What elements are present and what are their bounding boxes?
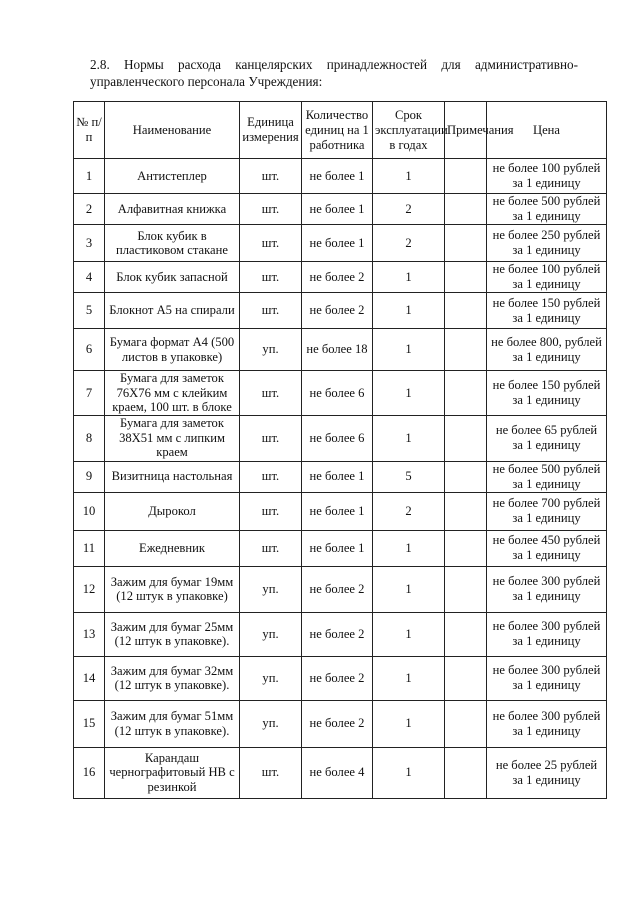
- cell-qty: не более 2: [302, 566, 373, 612]
- table-row: [74, 656, 607, 700]
- table-row: [74, 159, 607, 194]
- cell-name: Зажим для бумаг 32мм (12 штук в упаковке).: [105, 656, 240, 700]
- cell-note: [445, 492, 487, 530]
- cell-unit: шт.: [240, 262, 302, 293]
- cell-unit: шт.: [240, 415, 302, 461]
- cell-num: 8: [74, 415, 105, 461]
- cell-price: не более 500 рублей за 1 единицу: [487, 194, 607, 225]
- table-row: [74, 530, 607, 566]
- cell-term: 1: [373, 329, 445, 371]
- cell-name: Зажим для бумаг 25мм (12 штук в упаковке).: [105, 612, 240, 656]
- cell-name: Антистеплер: [105, 159, 240, 194]
- cell-unit: шт.: [240, 371, 302, 416]
- cell-qty: не более 2: [302, 700, 373, 747]
- cell-num: 16: [74, 747, 105, 798]
- cell-name: Карандаш чернографитовый НВ с резинкой: [105, 747, 240, 798]
- cell-unit: шт.: [240, 225, 302, 262]
- cell-name: Визитница настольная: [105, 461, 240, 492]
- cell-name: Алфавитная книжка: [105, 194, 240, 225]
- cell-note: [445, 700, 487, 747]
- cell-term: 2: [373, 492, 445, 530]
- cell-term: 1: [373, 700, 445, 747]
- heading-line-1: 2.8. Нормы расхода канцелярских принадлежностей для административно-: [90, 57, 578, 72]
- header-unit: Единица измерения: [240, 102, 302, 159]
- cell-unit: уп.: [240, 329, 302, 371]
- cell-term: 1: [373, 159, 445, 194]
- cell-price: не более 100 рублей за 1 единицу: [487, 159, 607, 194]
- cell-unit: уп.: [240, 566, 302, 612]
- cell-note: [445, 159, 487, 194]
- table-row: [74, 415, 607, 461]
- cell-note: [445, 371, 487, 416]
- cell-unit: шт.: [240, 293, 302, 329]
- header-note: Примечания: [445, 102, 487, 159]
- cell-price: не более 300 рублей за 1 единицу: [487, 612, 607, 656]
- header-term: Срок эксплуатации в годах: [373, 102, 445, 159]
- table-row: [74, 262, 607, 293]
- table-row: [74, 371, 607, 416]
- cell-unit: уп.: [240, 700, 302, 747]
- cell-name: Дырокол: [105, 492, 240, 530]
- cell-unit: шт.: [240, 194, 302, 225]
- cell-qty: не более 18: [302, 329, 373, 371]
- cell-qty: не более 1: [302, 194, 373, 225]
- table-row: [74, 566, 607, 612]
- cell-price: не более 300 рублей за 1 единицу: [487, 656, 607, 700]
- cell-name: Зажим для бумаг 19мм (12 штук в упаковке): [105, 566, 240, 612]
- cell-qty: не более 1: [302, 492, 373, 530]
- cell-price: не более 300 рублей за 1 единицу: [487, 700, 607, 747]
- table-row: [74, 329, 607, 371]
- cell-name: Блок кубик запасной: [105, 262, 240, 293]
- cell-term: 1: [373, 293, 445, 329]
- cell-qty: не более 1: [302, 225, 373, 262]
- table-row: [74, 700, 607, 747]
- cell-num: 3: [74, 225, 105, 262]
- cell-term: 1: [373, 747, 445, 798]
- header-price: Цена: [487, 102, 607, 159]
- cell-name: Бумага для заметок 76Х76 мм с клейким краем, 100 шт. в блоке: [105, 371, 240, 416]
- cell-note: [445, 461, 487, 492]
- table-row: [74, 747, 607, 798]
- cell-price: не более 500 рублей за 1 единицу: [487, 461, 607, 492]
- table-row: [74, 225, 607, 262]
- heading-line-2: управленческого персонала Учреждения:: [90, 74, 323, 89]
- cell-qty: не более 2: [302, 612, 373, 656]
- cell-num: 2: [74, 194, 105, 225]
- cell-note: [445, 329, 487, 371]
- cell-note: [445, 530, 487, 566]
- cell-num: 12: [74, 566, 105, 612]
- cell-num: 13: [74, 612, 105, 656]
- cell-name: Блокнот А5 на спирали: [105, 293, 240, 329]
- table-row: [74, 461, 607, 492]
- cell-price: не более 800, рублей за 1 единицу: [487, 329, 607, 371]
- cell-term: 1: [373, 530, 445, 566]
- cell-qty: не более 1: [302, 159, 373, 194]
- cell-note: [445, 656, 487, 700]
- cell-num: 9: [74, 461, 105, 492]
- cell-unit: шт.: [240, 159, 302, 194]
- cell-price: не более 25 рублей за 1 единицу: [487, 747, 607, 798]
- cell-num: 7: [74, 371, 105, 416]
- cell-qty: не более 2: [302, 293, 373, 329]
- cell-qty: не более 6: [302, 415, 373, 461]
- table-row: [74, 293, 607, 329]
- cell-num: 10: [74, 492, 105, 530]
- cell-name: Ежедневник: [105, 530, 240, 566]
- cell-num: 1: [74, 159, 105, 194]
- cell-note: [445, 415, 487, 461]
- cell-note: [445, 747, 487, 798]
- cell-unit: шт.: [240, 530, 302, 566]
- cell-term: 2: [373, 225, 445, 262]
- cell-unit: шт.: [240, 492, 302, 530]
- cell-price: не более 65 рублей за 1 единицу: [487, 415, 607, 461]
- cell-name: Зажим для бумаг 51мм (12 штук в упаковке).: [105, 700, 240, 747]
- cell-term: 2: [373, 194, 445, 225]
- cell-term: 1: [373, 566, 445, 612]
- cell-term: 5: [373, 461, 445, 492]
- cell-price: не более 700 рублей за 1 единицу: [487, 492, 607, 530]
- cell-term: 1: [373, 656, 445, 700]
- cell-unit: шт.: [240, 747, 302, 798]
- cell-qty: не более 4: [302, 747, 373, 798]
- cell-price: не более 300 рублей за 1 единицу: [487, 566, 607, 612]
- cell-term: 1: [373, 262, 445, 293]
- cell-note: [445, 566, 487, 612]
- cell-term: 1: [373, 415, 445, 461]
- cell-num: 6: [74, 329, 105, 371]
- cell-qty: не более 1: [302, 461, 373, 492]
- table-row: [74, 492, 607, 530]
- cell-qty: не более 6: [302, 371, 373, 416]
- cell-price: не более 250 рублей за 1 единицу: [487, 225, 607, 262]
- cell-name: Блок кубик в пластиковом стакане: [105, 225, 240, 262]
- table-row: [74, 612, 607, 656]
- cell-unit: шт.: [240, 461, 302, 492]
- cell-num: 4: [74, 262, 105, 293]
- header-qty: Количество единиц на 1 работника: [302, 102, 373, 159]
- cell-term: 1: [373, 612, 445, 656]
- cell-unit: уп.: [240, 656, 302, 700]
- cell-note: [445, 262, 487, 293]
- table-header-row: [74, 102, 607, 159]
- cell-note: [445, 612, 487, 656]
- section-heading: [90, 56, 578, 90]
- cell-unit: уп.: [240, 612, 302, 656]
- cell-price: не более 150 рублей за 1 единицу: [487, 293, 607, 329]
- cell-term: 1: [373, 371, 445, 416]
- cell-num: 11: [74, 530, 105, 566]
- header-num: № п/п: [74, 102, 105, 159]
- cell-num: 5: [74, 293, 105, 329]
- cell-num: 15: [74, 700, 105, 747]
- cell-qty: не более 2: [302, 656, 373, 700]
- cell-note: [445, 293, 487, 329]
- cell-qty: не более 2: [302, 262, 373, 293]
- cell-price: не более 150 рублей за 1 единицу: [487, 371, 607, 416]
- header-name: Наименование: [105, 102, 240, 159]
- cell-note: [445, 194, 487, 225]
- table-row: [74, 194, 607, 225]
- cell-num: 14: [74, 656, 105, 700]
- norms-table: [73, 101, 607, 799]
- cell-qty: не более 1: [302, 530, 373, 566]
- cell-price: не более 100 рублей за 1 единицу: [487, 262, 607, 293]
- cell-note: [445, 225, 487, 262]
- cell-price: не более 450 рублей за 1 единицу: [487, 530, 607, 566]
- cell-name: Бумага для заметок 38Х51 мм с липким краем: [105, 415, 240, 461]
- cell-name: Бумага формат А4 (500 листов в упаковке): [105, 329, 240, 371]
